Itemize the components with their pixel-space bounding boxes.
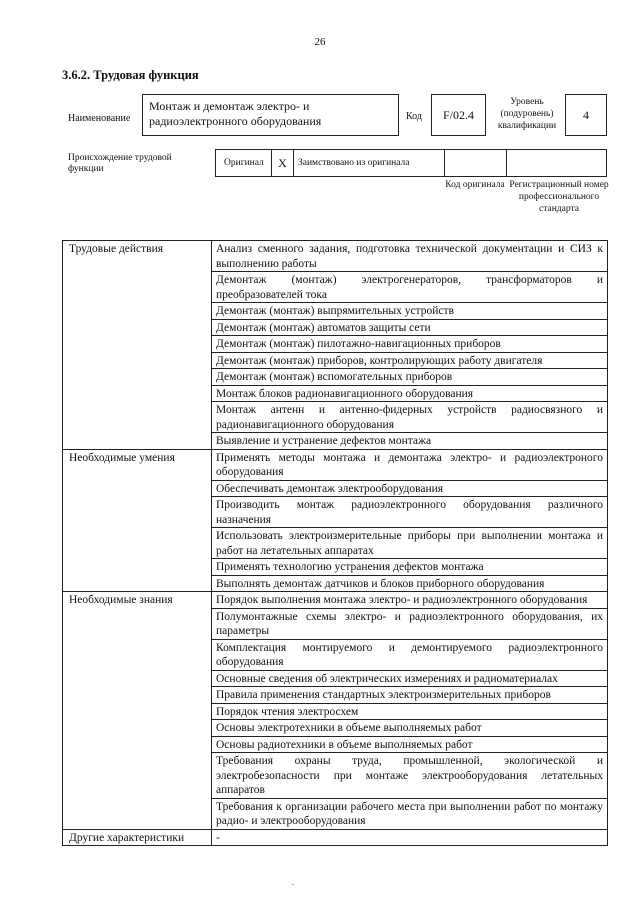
skills-item: Выполнять демонтаж датчиков и блоков приборного оборудования <box>212 575 608 592</box>
knowledge-item: Комплектация монтируемого и демонтируемого радиоэлектронного оборудования <box>212 639 608 670</box>
function-table <box>62 240 608 846</box>
skills-label: Необходимые умения <box>63 449 212 592</box>
skills-item: Применять методы монтажа и демонтажа электро- и радиоэлектроного оборудования <box>212 449 608 480</box>
labor-actions-item: Демонтаж (монтаж) автоматов защиты сети <box>212 319 608 336</box>
labor-actions-item: Демонтаж (монтаж) электрогенераторов, трансформаторов и преобразователей тока <box>212 272 608 303</box>
skills-item: Применять технологию устранения дефектов монтажа <box>212 559 608 576</box>
knowledge-item: Основные сведения об электрических измерениях и радиоматериалах <box>212 670 608 687</box>
labor-actions-item: Демонтаж (монтаж) пилотажно-навигационных приборов <box>212 336 608 353</box>
labor-actions-item: Анализ сменного задания, подготовка технической документации и СИЗ к выполнению работы <box>212 241 608 272</box>
origin-label: Происхождение трудовой функции <box>68 153 172 174</box>
skills-item: Использовать электроизмерительные приборы при выполнении монтажа и работ на летательных аппаратах <box>212 528 608 559</box>
origin-code-cell <box>445 150 507 176</box>
knowledge-row <box>63 592 608 609</box>
knowledge-label: Необходимые знания <box>63 592 212 830</box>
name-value: Монтаж и демонтаж электро- и радиоэлектронного оборудования <box>142 94 399 136</box>
origin-original: Оригинал <box>216 150 272 176</box>
name-label: Наименование <box>68 113 131 124</box>
code-value: F/02.4 <box>431 94 486 136</box>
skills-item: Производить монтаж радиоэлектронного оборудования различного назначения <box>212 497 608 528</box>
code-original-note: Код оригинала <box>445 180 505 190</box>
labor-actions-label: Трудовые действия <box>63 241 212 450</box>
labor-actions-item: Демонтаж (монтаж) выпрямительных устройств <box>212 303 608 320</box>
origin-borrowed: Заимствовано из оригинала <box>294 150 445 176</box>
knowledge-item: Основы электротехники в объеме выполняемых работ <box>212 720 608 737</box>
reg-number-note: Регистрационный номер профессионального стандарта <box>509 180 609 214</box>
knowledge-item: Порядок чтения электросхем <box>212 703 608 720</box>
skills-row <box>63 449 608 480</box>
page-number: 26 <box>314 36 326 48</box>
code-label: Код <box>406 111 422 122</box>
labor-actions-item: Демонтаж (монтаж) приборов, контролирующих работу двигателя <box>212 352 608 369</box>
labor-actions-item: Выявление и устранение дефектов монтажа <box>212 433 608 450</box>
other-label: Другие характеристики <box>63 829 212 846</box>
section-title: 3.6.2. Трудовая функция <box>62 68 199 82</box>
labor-actions-item: Монтаж антенн и антенно-фидерных устройств радиосвязного и радионавигационного оборудования <box>212 402 608 433</box>
origin-mark: X <box>272 150 294 176</box>
labor-actions-item: Монтаж блоков радионавигационного оборудования <box>212 385 608 402</box>
knowledge-item: Правила применения стандартных электроизмерительных приборов <box>212 687 608 704</box>
origin-table <box>215 149 607 177</box>
labor-actions-row <box>63 241 608 272</box>
level-label: Уровень (подуровень) квалификации <box>497 97 557 131</box>
knowledge-item: Полумонтажные схемы электро- и радиоэлектронного оборудования, их параметры <box>212 608 608 639</box>
footer-mark: . <box>292 878 294 887</box>
knowledge-item: Требования к организации рабочего места при выполнении работ по монтажу радио- и электрооборудования <box>212 798 608 829</box>
skills-item: Обеспечивать демонтаж электрооборудования <box>212 480 608 497</box>
knowledge-item: Порядок выполнения монтажа электро- и радиоэлектронного оборудования <box>212 592 608 609</box>
level-value: 4 <box>565 94 607 136</box>
labor-actions-item: Демонтаж (монтаж) вспомогательных приборов <box>212 369 608 386</box>
other-row <box>63 829 608 846</box>
other-value: - <box>212 829 608 846</box>
knowledge-item: Требования охраны труда, промышленной, экологической и электробезопасности при монтаже электрооборудования летательных аппаратов <box>212 753 608 799</box>
knowledge-item: Основы радиотехники в объеме выполняемых работ <box>212 736 608 753</box>
